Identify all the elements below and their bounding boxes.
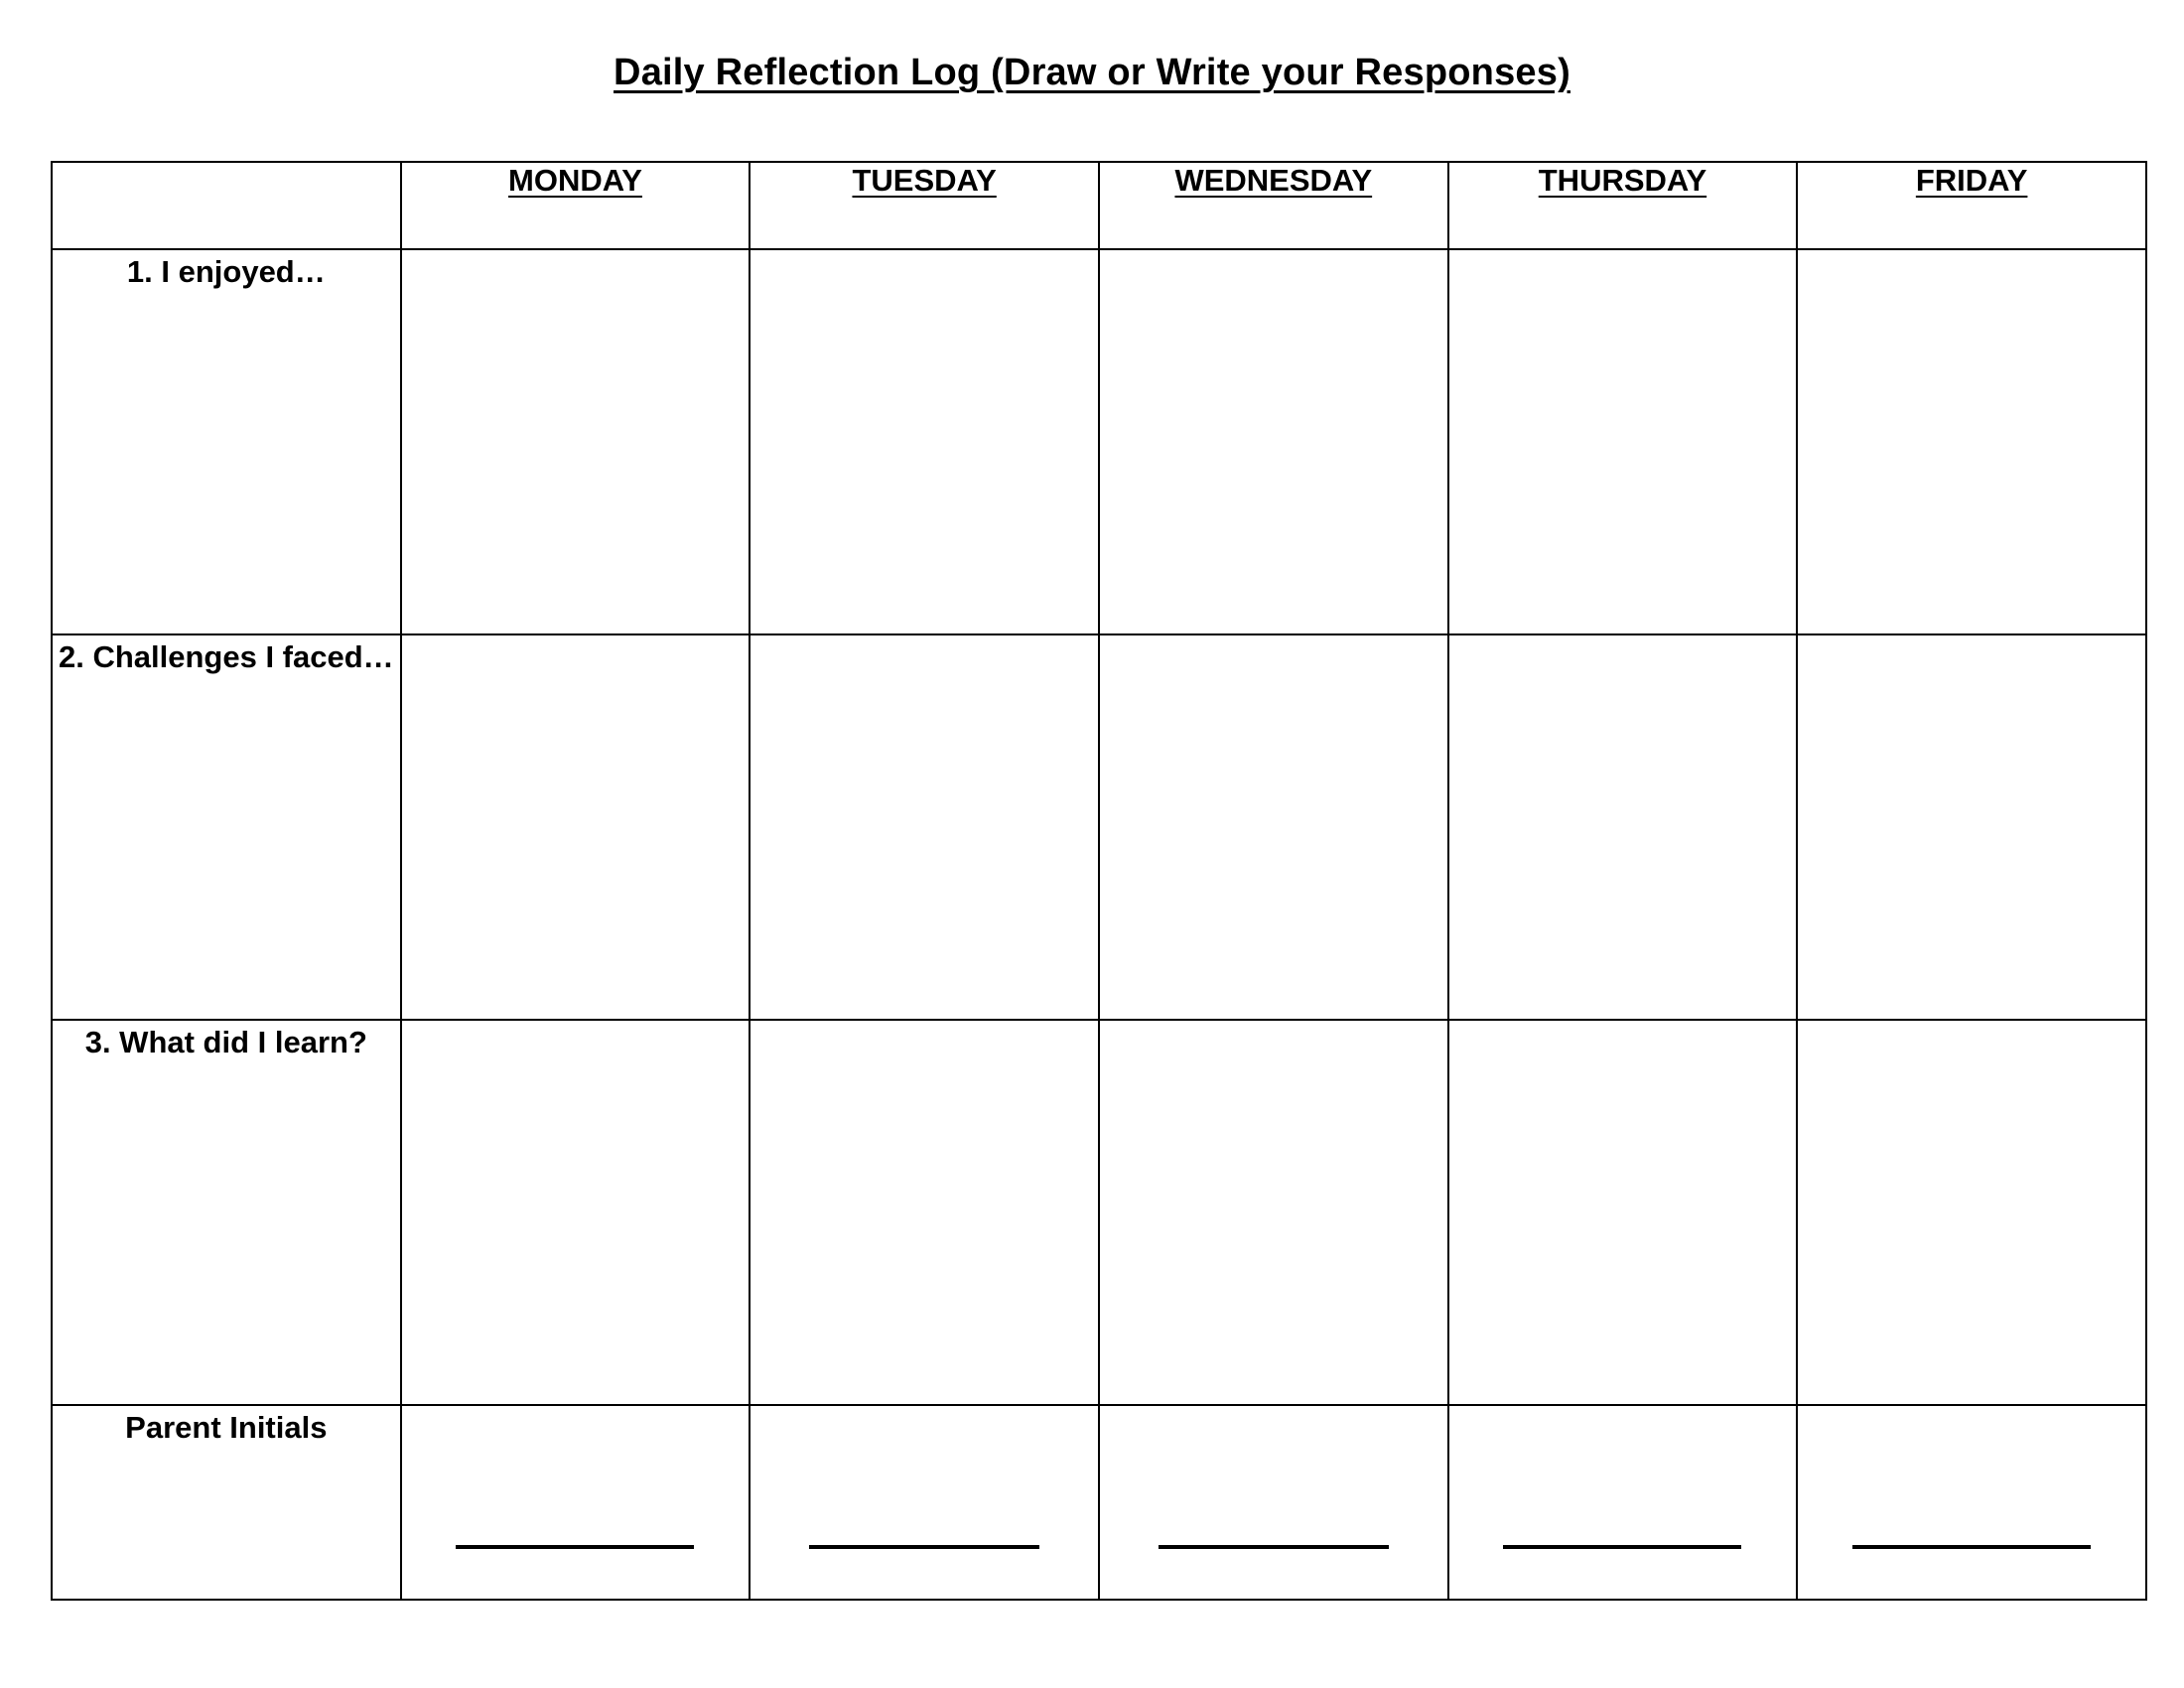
response-cell-wednesday[interactable] (1099, 634, 1448, 1020)
row-label-learned: 3. What did I learn? (52, 1020, 401, 1405)
row-label-enjoyed: 1. I enjoyed… (52, 249, 401, 634)
table-row-challenges (52, 634, 2146, 1020)
table-row-learned (52, 1020, 2146, 1405)
response-cell-tuesday[interactable] (750, 249, 1099, 634)
initials-cell-friday[interactable] (1797, 1405, 2146, 1600)
day-label: MONDAY (508, 163, 642, 198)
response-cell-thursday[interactable] (1448, 1020, 1798, 1405)
response-cell-monday[interactable] (401, 1020, 751, 1405)
day-label: WEDNESDAY (1174, 163, 1373, 198)
reflection-table (51, 161, 2147, 1601)
initials-cell-tuesday[interactable] (750, 1405, 1099, 1600)
response-cell-friday[interactable] (1797, 634, 2146, 1020)
row-label-challenges: 2. Challenges I faced… (52, 634, 401, 1020)
response-cell-wednesday[interactable] (1099, 249, 1448, 634)
initials-cell-monday[interactable] (401, 1405, 751, 1600)
day-label: FRIDAY (1915, 163, 2028, 198)
response-cell-monday[interactable] (401, 634, 751, 1020)
page-title: Daily Reflection Log (Draw or Write your Responses) (614, 52, 1570, 93)
day-header-monday (401, 162, 751, 249)
corner-cell (52, 162, 401, 249)
response-cell-friday[interactable] (1797, 1020, 2146, 1405)
response-cell-tuesday[interactable] (750, 634, 1099, 1020)
table-row-parent-initials (52, 1405, 2146, 1600)
row-label-parent-initials: Parent Initials (52, 1405, 401, 1600)
initials-line (809, 1545, 1039, 1549)
initials-line (1852, 1545, 2091, 1549)
day-label: THURSDAY (1538, 163, 1707, 198)
response-cell-thursday[interactable] (1448, 249, 1798, 634)
header-row (52, 162, 2146, 249)
initials-cell-thursday[interactable] (1448, 1405, 1798, 1600)
day-header-thursday (1448, 162, 1798, 249)
day-header-friday (1797, 162, 2146, 249)
response-cell-wednesday[interactable] (1099, 1020, 1448, 1405)
response-cell-monday[interactable] (401, 249, 751, 634)
day-label: TUESDAY (852, 163, 997, 198)
response-cell-friday[interactable] (1797, 249, 2146, 634)
day-header-wednesday (1099, 162, 1448, 249)
response-cell-tuesday[interactable] (750, 1020, 1099, 1405)
day-header-tuesday (750, 162, 1099, 249)
table-row-enjoyed (52, 249, 2146, 634)
response-cell-thursday[interactable] (1448, 634, 1798, 1020)
initials-line (1503, 1545, 1741, 1549)
initials-line (456, 1545, 694, 1549)
initials-cell-wednesday[interactable] (1099, 1405, 1448, 1600)
initials-line (1159, 1545, 1389, 1549)
